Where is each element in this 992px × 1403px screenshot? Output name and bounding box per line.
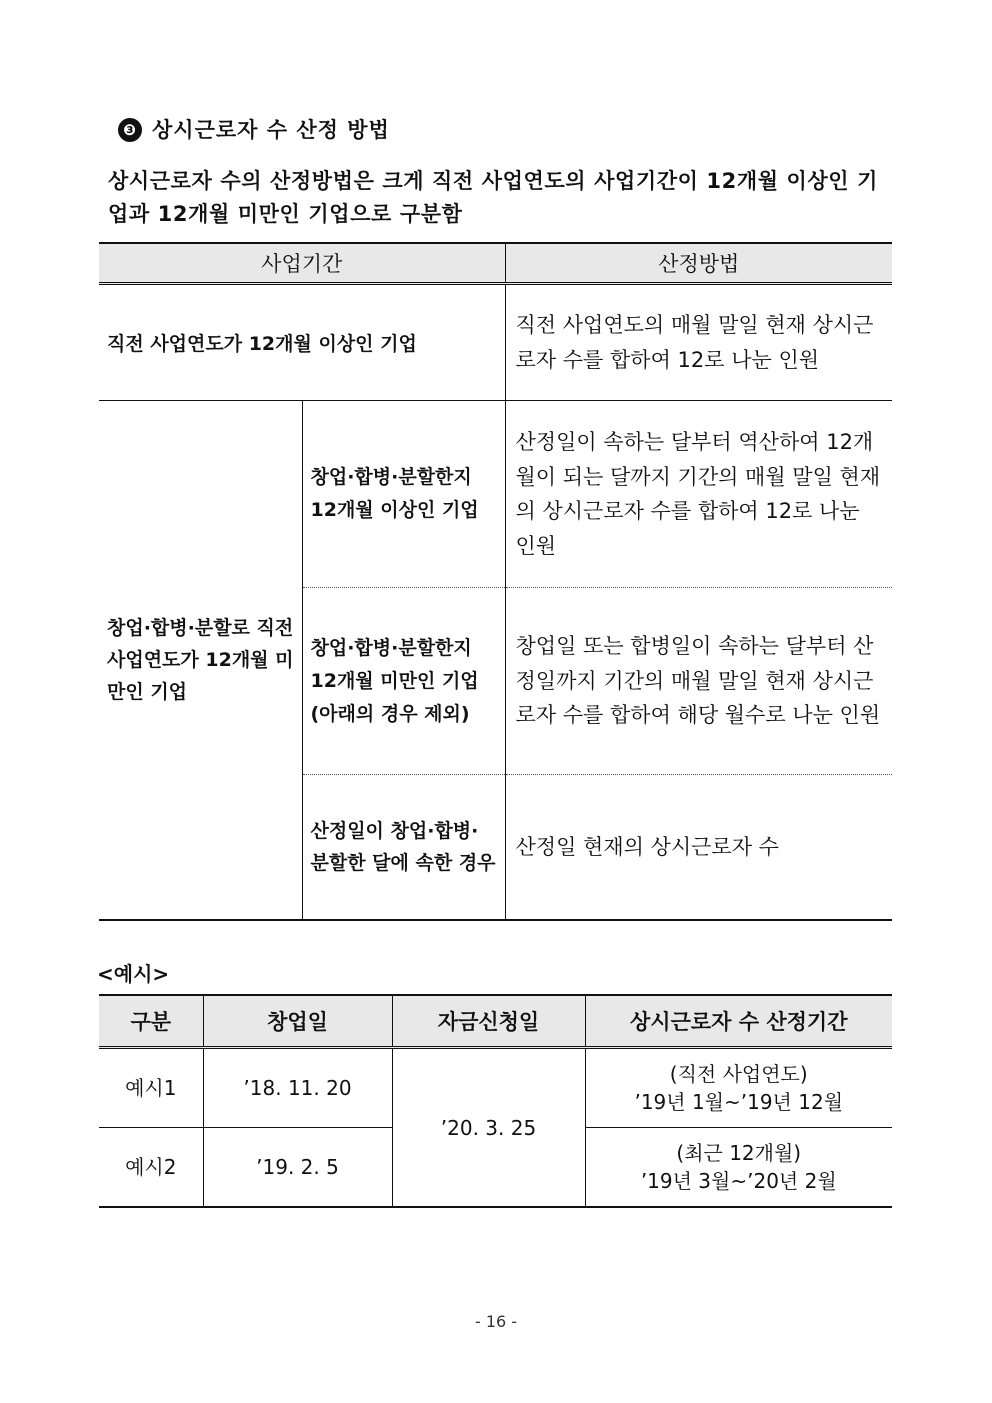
circled-number-3-icon: ❸	[118, 118, 142, 142]
method-founded-12-months-or-more: 산정일이 속하는 달부터 역산하여 12개월이 되는 달까지 기간의 매월 말일 현재의 상시근로자 수를 합하여 12로 나눈 인원	[515, 430, 881, 558]
method-same-month: 산정일 현재의 상시근로자 수	[515, 834, 779, 859]
example1-period-range: ’19년 1월~’19년 12월	[634, 1090, 844, 1114]
header-founding-date: 창업일	[203, 995, 392, 1048]
example1-period-note: (직전 사업연도)	[669, 1062, 808, 1086]
header-calculation-period: 상시근로자 수 산정기간	[585, 995, 892, 1048]
example2-period	[585, 1128, 892, 1208]
method-12-months-or-more: 직전 사업연도의 매월 말일 현재 상시근로자 수를 합하여 12로 나눈 인원	[515, 313, 874, 372]
example2-name: 예시2	[99, 1128, 203, 1208]
header-application-date: 자금신청일	[392, 995, 585, 1048]
example-table	[99, 994, 892, 1208]
header-business-period: 사업기간	[99, 243, 505, 284]
section-heading-text: 상시근로자 수 산정 방법	[152, 118, 390, 142]
condition-founded-12-months-or-more: 창업·합병·분할한지 12개월 이상인 기업	[302, 401, 505, 588]
example-label: <예시>	[97, 962, 170, 986]
section-heading	[118, 114, 390, 144]
page-number: - 16 -	[474, 1312, 518, 1331]
method-founded-under-12-months: 창업일 또는 합병일이 속하는 달부터 산정일까지 기간의 매월 말일 현재 상시근로자 수를 합하여 해당 월수로 나눈 인원	[515, 634, 881, 728]
example1-founding-date: ’18. 11. 20	[203, 1048, 392, 1128]
header-category: 구분	[99, 995, 203, 1048]
group-label-under-12-months: 창업·합병·분할로 직전 사업연도가 12개월 미만인 기업	[99, 401, 302, 920]
example2-period-range: ’19년 3월~’20년 2월	[640, 1169, 837, 1193]
header-calculation-method: 산정방법	[505, 243, 892, 284]
example2-founding-date: ’19. 2. 5	[203, 1128, 392, 1208]
example1-name: 예시1	[99, 1048, 203, 1128]
calculation-method-table	[99, 242, 892, 921]
condition-founded-under-12-months: 창업·합병·분할한지 12개월 미만인 기업 (아래의 경우 제외)	[302, 588, 505, 775]
application-date: ’20. 3. 25	[392, 1048, 585, 1208]
period-12-months-or-more: 직전 사업연도가 12개월 이상인 기업	[99, 284, 505, 401]
condition-same-month: 산정일이 창업·합병·분할한 달에 속한 경우	[302, 775, 505, 920]
example2-period-note: (최근 12개월)	[676, 1141, 802, 1165]
example1-period	[585, 1048, 892, 1128]
intro-paragraph: 상시근로자 수의 산정방법은 크게 직전 사업연도의 사업기간이 12개월 이상인 기업과 12개월 미만인 기업으로 구분함	[108, 169, 878, 226]
